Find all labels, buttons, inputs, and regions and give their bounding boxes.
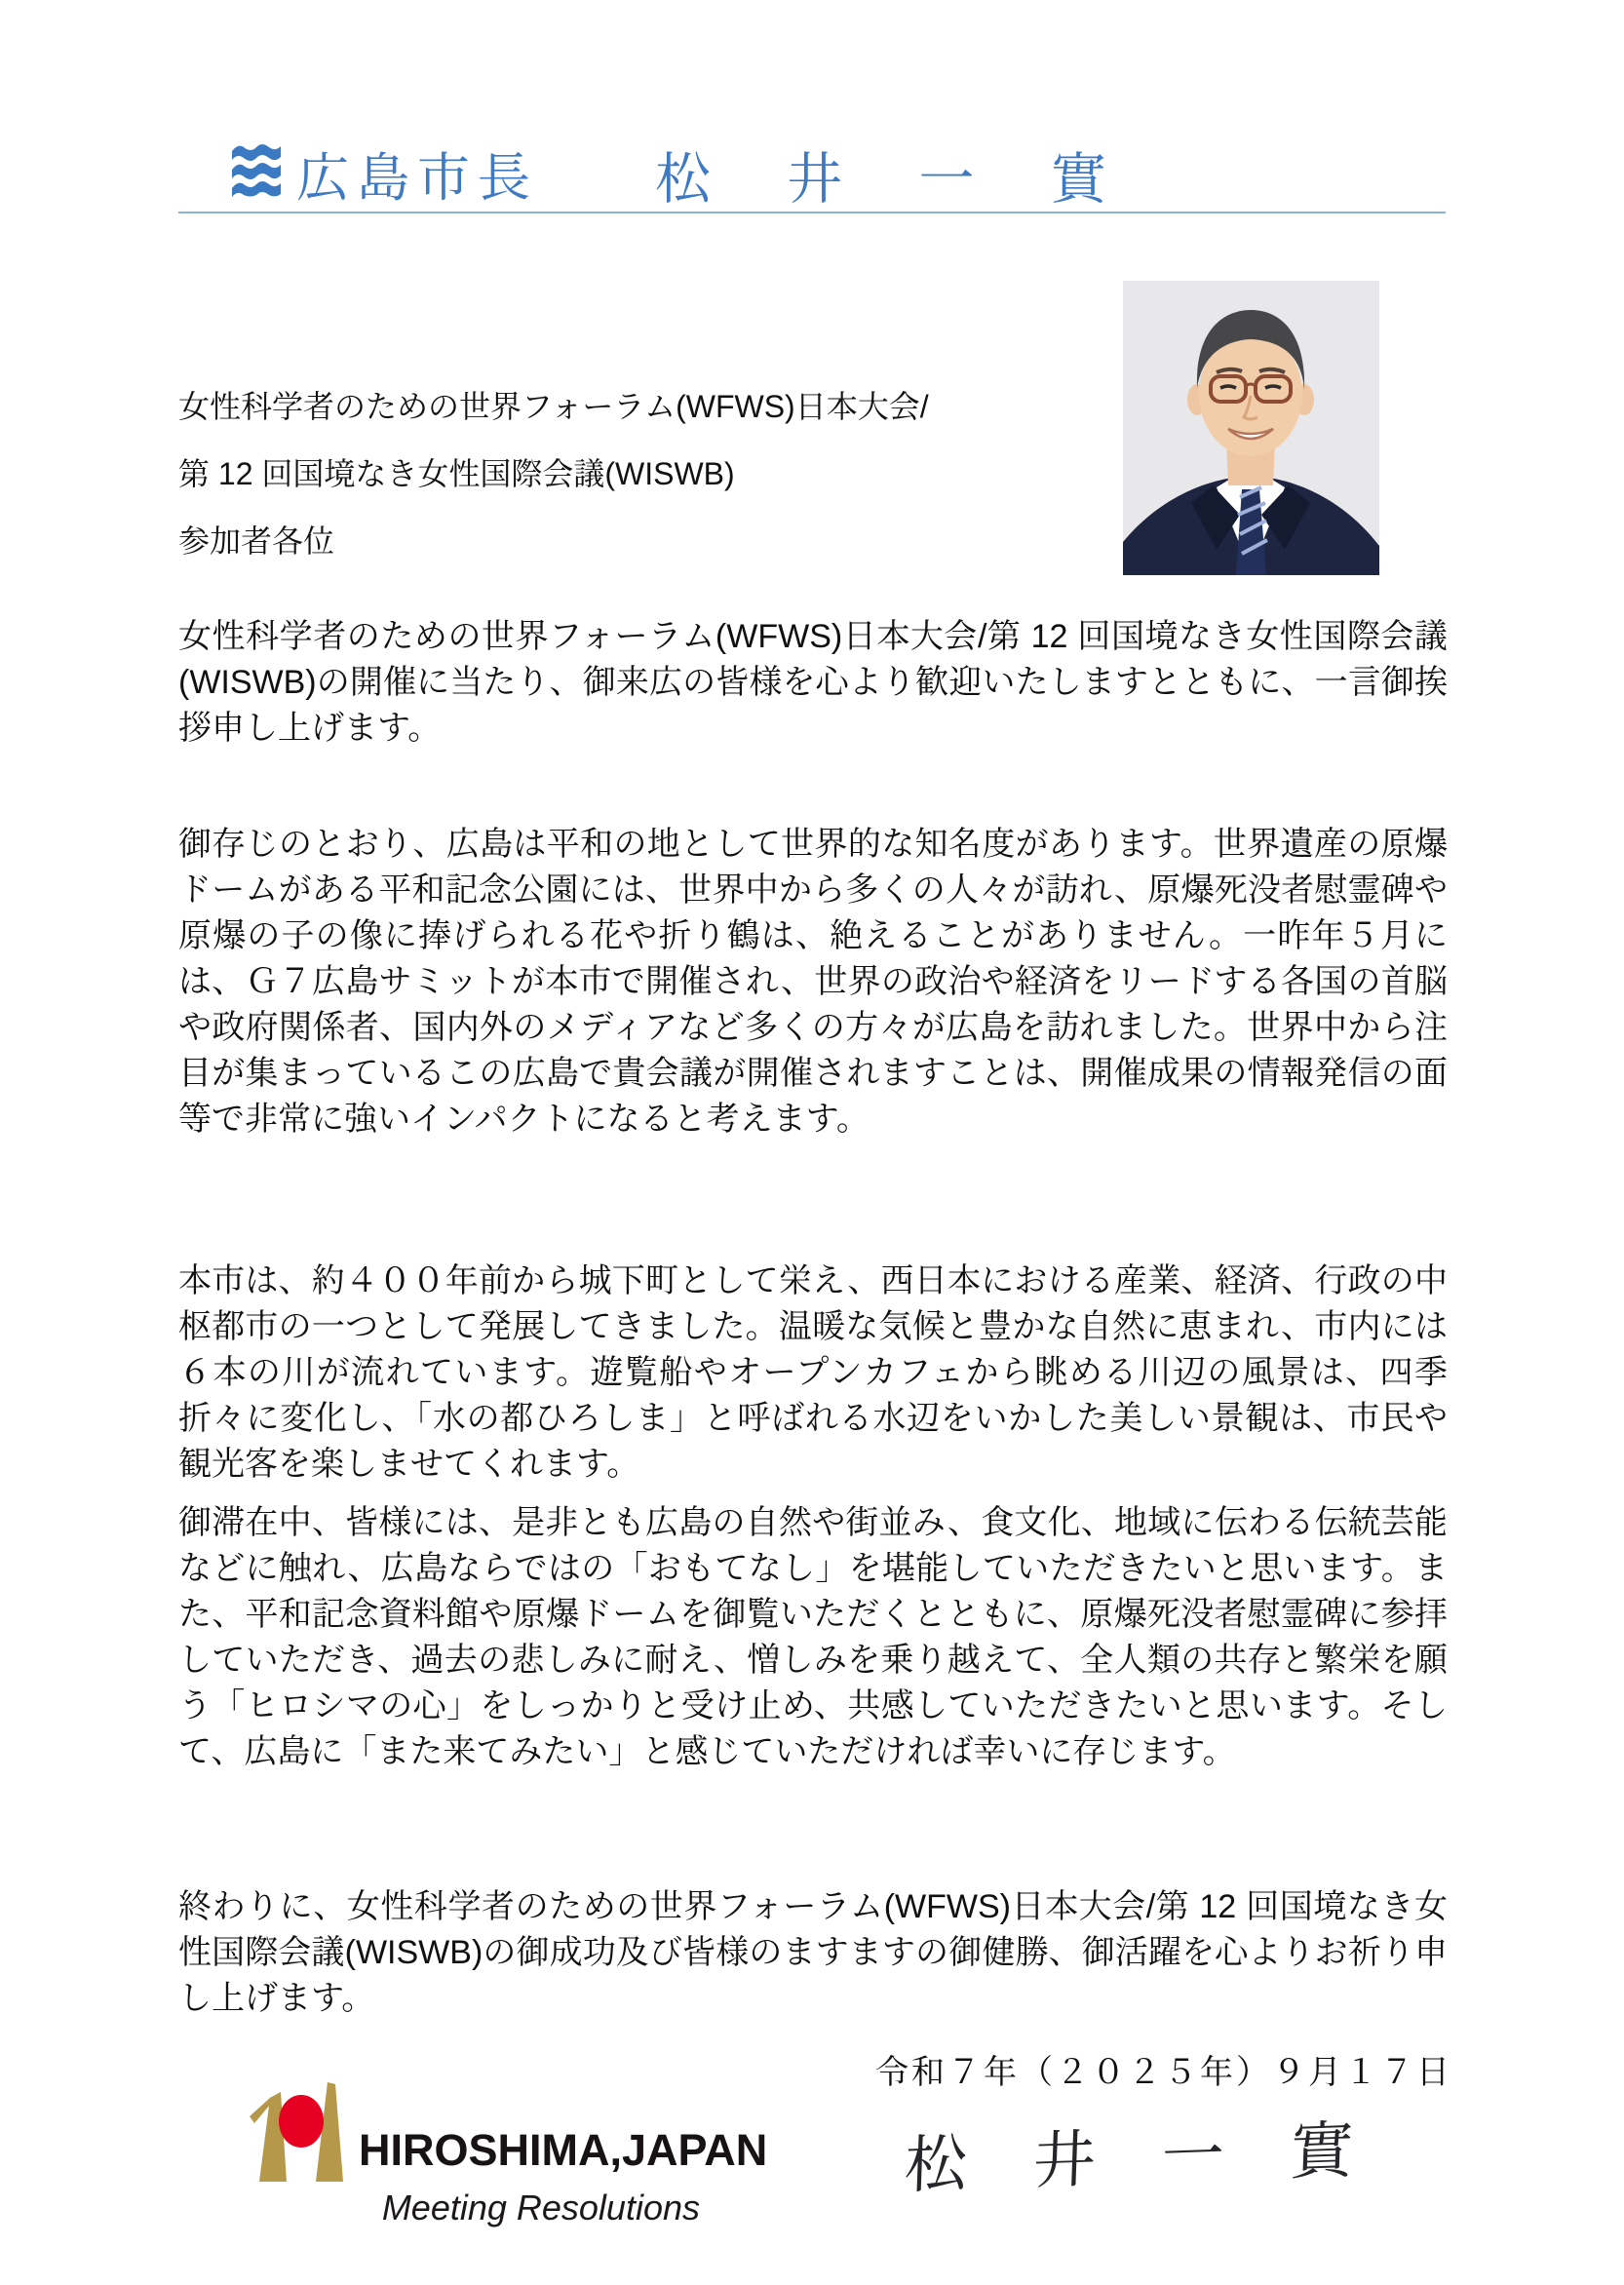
recipient-line-2: 第 12 回国境なき女性国際会議(WISWB) (178, 456, 735, 491)
recipient-block (178, 373, 1104, 575)
date-line: 令和７年（２０２５年）９月１７日 (875, 2054, 1452, 2091)
paragraph-peace-city: 御存じのとおり、広島は平和の地として世界的な知名度があります。世界遺産の原爆ドームがある平和記念公園には、世界中から多くの人々が訪れ、原爆死没者慰霊碑や原爆の子の像に捧げられる花や折り鶴は、絶えることがありません。一昨年５月には、Ｇ７広島サミットが本市で開催され、世界の政治や経済をリードする各国の首脳や政府関係者、国内外のメディアなど多くの方々が広島を訪れました。世界中から注目が集まっているこの広島で貴会議が開催されますことは、開催成果の情報発信の面等で非常に強いインパクトになると考えます。 (178, 826, 1448, 1138)
origami-crane-logo-icon (242, 2082, 359, 2193)
page-title-mayor: 広島市長 (296, 149, 538, 208)
mayor-portrait-photo (1123, 281, 1379, 575)
paragraph-city-history: 本市は、約４００年前から城下町として栄え、西日本における産業、経済、行政の中枢都市の一つとして発展してきました。温暖な気候と豊かな自然に恵まれ、市内には６本の川が流れています。遊覧船やオープンカフェから眺める川辺の風景は、四季折々に変化し、「水の都ひろしま」と呼ばれる水辺をいかした美しい景観は、市民や観光客を楽しませてくれます。 (178, 1262, 1448, 1483)
paragraph-greeting: 女性科学者のための世界フォーラム(WFWS)日本大会/第 12 回国境なき女性国際会議(WISWB)の開催に当たり、御来広の皆様を心より歓迎いたしますとともに、一言御挨拶申し上げます。 (178, 618, 1448, 747)
wave-crest-icon (232, 143, 281, 197)
paragraph-closing: 終わりに、女性科学者のための世界フォーラム(WFWS)日本大会/第 12 回国境なき女性国際会議(WISWB)の御成功及び皆様のますますの御健勝、御活躍を心よりお祈り申し上げます。 (178, 1888, 1448, 2017)
mayor-signature: 松 井 一 實 (903, 2114, 1379, 2201)
logo-wordmark: HIROSHIMA,JAPAN (359, 2125, 768, 2175)
header-divider (178, 212, 1446, 213)
paragraph-hospitality: 御滞在中、皆様には、是非とも広島の自然や街並み、食文化、地域に伝わる伝統芸能などに触れ、広島ならではの「おもてなし」を堪能していただきたいと思います。また、平和記念資料館や原爆ドームを御覧いただくとともに、原爆死没者慰霊碑に参拝していただき、過去の悲しみに耐え、憎しみを乗り越えて、全人類の共存と繁栄を願う「ヒロシマの心」をしっかりと受け止め、共感していただきたいと思います。そして、広島に「また来てみたい」と感じていただければ幸いに存じます。 (178, 1504, 1448, 1770)
logo-tagline: Meeting Resolutions (381, 2188, 700, 2227)
recipient-line-1: 女性科学者のための世界フォーラム(WFWS)日本大会/ (178, 389, 929, 424)
recipient-line-3: 参加者各位 (178, 523, 335, 559)
mayor-name-header: 松 井 一 實 (655, 149, 1138, 211)
footer-logo-text-block (359, 2125, 768, 2228)
